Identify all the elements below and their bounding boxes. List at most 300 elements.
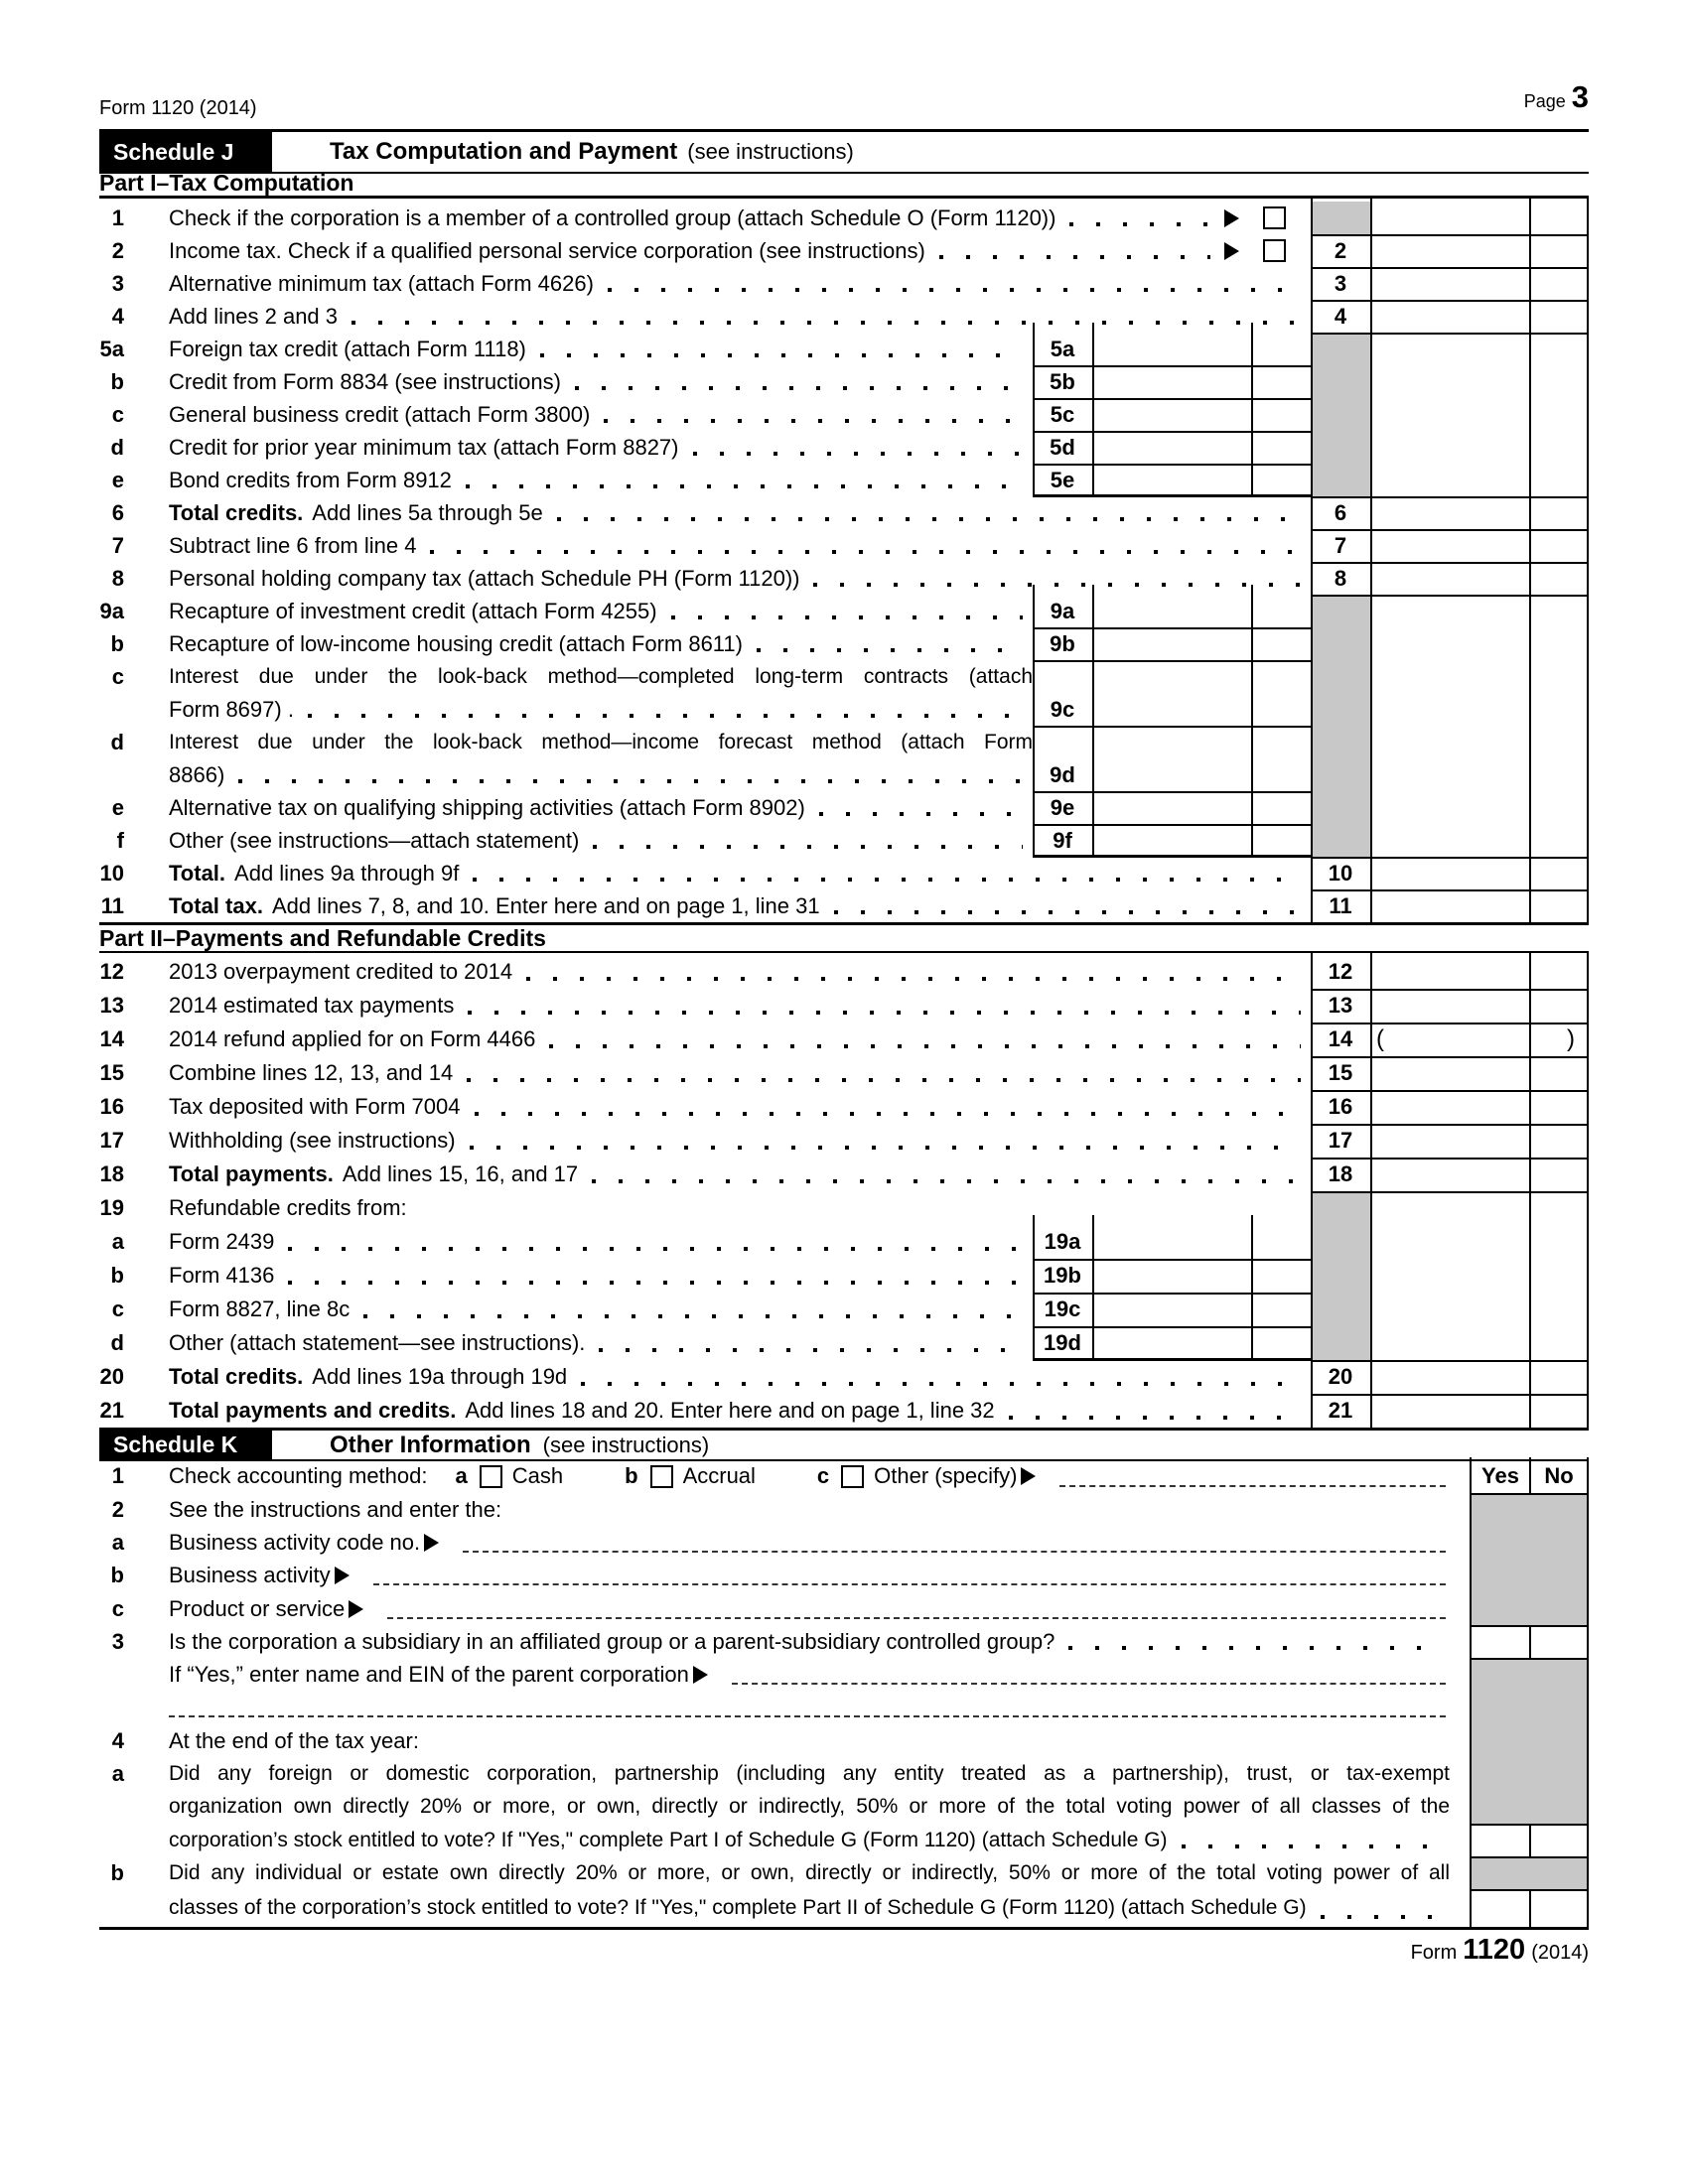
line-19d <box>55 1326 1033 1360</box>
line-21-label: Add lines 18 and 20. Enter here and on page 1, line 32 <box>465 1398 995 1423</box>
line-5e-label: Bond credits from Form 8912 <box>169 467 452 492</box>
parent-corp-name-ein-input-line[interactable] <box>732 1683 1446 1685</box>
k-line-4b-label-1: Did any individual or estate own directly 20% or more, or own, directly or indirectly, 50% or more of the total voting power of all <box>169 1860 1450 1884</box>
rule <box>99 1927 1589 1930</box>
line-9d-label-1: Interest due under the look-back method—income forecast method (attach Form <box>169 730 1033 753</box>
page-header-right <box>1192 79 1589 115</box>
schedule-k-title-text: Other Information <box>330 1431 531 1458</box>
cash-label: Cash <box>511 1463 564 1488</box>
schedule-k-label: Schedule K <box>99 1431 272 1459</box>
line-9c-text2 <box>55 693 1033 726</box>
cash-checkbox[interactable] <box>480 1465 502 1488</box>
line-9c-number: c <box>111 663 124 689</box>
line-13-label: 2014 estimated tax payments <box>169 993 455 1018</box>
line-9f-label: Other (see instructions—attach statement) <box>169 827 580 853</box>
entry-line-14[interactable] <box>1372 1023 1585 1056</box>
line-2 <box>55 234 1311 267</box>
line-18 <box>55 1158 1311 1191</box>
line-1-number: 1 <box>111 205 124 230</box>
line-19c <box>55 1293 1033 1326</box>
line-5a-label: Foreign tax credit (attach Form 1118) <box>169 336 526 361</box>
grid-line <box>1470 1658 1589 1660</box>
schedule-k-bar <box>99 1431 1589 1461</box>
line-19 <box>55 1191 1033 1225</box>
entry-line-9d[interactable] <box>1094 758 1249 791</box>
k-line-4-number: 4 <box>111 1727 124 1753</box>
line-11 <box>55 889 1311 922</box>
dot-leader <box>363 1314 1023 1318</box>
k-line-2-label: See the instructions and enter the: <box>169 1496 502 1522</box>
grid-line <box>1251 1215 1253 1360</box>
line-18-number: 18 <box>99 1161 124 1186</box>
k-line-3-if-yes-label: If “Yes,” enter name and EIN of the parent corporation <box>169 1661 689 1687</box>
k-line-4b-text1 <box>55 1856 1450 1889</box>
line-9d-text1 <box>55 726 1033 758</box>
line-1-label: Check if the corporation is a member of a controlled group (attach Schedule O (Form 1120)) <box>169 205 1056 230</box>
dot-leader <box>470 1146 1301 1150</box>
entry-line-6[interactable] <box>1372 496 1585 529</box>
dot-leader <box>819 812 1023 816</box>
cell-number-5a: 5a <box>1050 337 1075 361</box>
cell-number-4: 4 <box>1334 304 1347 329</box>
line-20-number: 20 <box>99 1364 124 1389</box>
line-11-bold: Total tax. <box>169 892 263 918</box>
dot-leader <box>599 1348 1023 1352</box>
line-8-label: Personal holding company tax (attach Schedule PH (Form 1120)) <box>169 565 800 591</box>
line-19d-label: Other (attach statement—see instructions). <box>169 1330 586 1355</box>
line-14 <box>55 1023 1311 1056</box>
entry-line-7[interactable] <box>1372 529 1585 562</box>
line-1 <box>55 202 1311 234</box>
cell-number-9f: 9f <box>1053 828 1072 853</box>
dot-leader <box>288 1281 1023 1285</box>
k-line-4b-text2 <box>55 1889 1450 1927</box>
cell-number-11: 11 <box>1329 893 1352 918</box>
page-footer <box>1092 1934 1589 1967</box>
line-7 <box>55 529 1311 562</box>
line-9e-number: e <box>111 794 124 820</box>
arrow-right-icon <box>1224 242 1239 260</box>
line-6-bold: Total credits. <box>169 499 304 525</box>
cell-number-14: 14 <box>1328 1026 1353 1051</box>
page-number: 3 <box>1571 79 1589 114</box>
line-16-number: 16 <box>99 1094 124 1119</box>
entry-line-19c[interactable] <box>1094 1293 1249 1326</box>
line-7-number: 7 <box>111 532 124 558</box>
line-17-label: Withholding (see instructions) <box>169 1128 456 1153</box>
accrual-label: Accrual <box>682 1463 756 1488</box>
k-1b-letter: b <box>625 1463 638 1488</box>
cell-number-3: 3 <box>1334 271 1347 296</box>
k-line-2c <box>55 1592 1450 1625</box>
cell-number-19d: 19d <box>1044 1330 1081 1355</box>
line-9b-number: b <box>110 630 124 656</box>
line-9d-label-2: 8866) <box>169 761 225 787</box>
dot-leader <box>813 583 1301 587</box>
line-2-label: Income tax. Check if a qualified personal service corporation (see instructions) <box>169 237 925 263</box>
entry-line-9a[interactable] <box>1094 595 1249 627</box>
schedule-j-label: Schedule J <box>99 132 272 172</box>
dot-leader <box>557 517 1301 521</box>
line-16 <box>55 1090 1311 1124</box>
cell-number-17: 17 <box>1328 1128 1353 1153</box>
k-line-3-yes-cell[interactable] <box>1472 1627 1527 1656</box>
line-19b <box>55 1259 1033 1293</box>
line-21-number: 21 <box>99 1398 124 1423</box>
dot-leader <box>757 648 1023 652</box>
dot-leader <box>468 1011 1301 1015</box>
entry-line-9f[interactable] <box>1094 824 1249 857</box>
k-line-3-continuation <box>55 1691 1450 1723</box>
arrow-right-icon <box>1021 1467 1036 1485</box>
line-19d-number: d <box>110 1330 124 1355</box>
cell-number-19c: 19c <box>1044 1297 1081 1321</box>
footer-form-year: (2014) <box>1531 1942 1589 1964</box>
dot-leader <box>473 878 1301 882</box>
arrow-right-icon <box>424 1534 439 1552</box>
grid-line <box>1587 196 1589 922</box>
cell-number-20: 20 <box>1328 1364 1353 1389</box>
entry-line-5a[interactable] <box>1094 333 1249 365</box>
line-19b-label: Form 4136 <box>169 1263 275 1288</box>
line-12 <box>55 955 1311 989</box>
schedule-k-title-note: (see instructions) <box>542 1432 710 1457</box>
line-3 <box>55 267 1311 300</box>
line-9e-label: Alternative tax on qualifying shipping activities (attach Form 8902) <box>169 794 805 820</box>
entry-line-9b[interactable] <box>1094 627 1249 660</box>
entry-line-18[interactable] <box>1372 1158 1585 1191</box>
other-checkbox[interactable] <box>841 1465 864 1488</box>
entry-line-3[interactable] <box>1372 267 1585 300</box>
arrow-right-icon <box>349 1600 363 1618</box>
line-17 <box>55 1124 1311 1158</box>
line-19a-number: a <box>111 1229 124 1254</box>
line-9c-text1 <box>55 660 1033 693</box>
line-6-label: Add lines 5a through 5e <box>312 499 543 525</box>
dot-leader <box>238 779 1023 783</box>
dot-leader <box>939 255 1210 259</box>
line-3-label: Alternative minimum tax (attach Form 4626) <box>169 270 594 296</box>
grid-line <box>1033 726 1313 728</box>
entry-line-5c[interactable] <box>1094 398 1249 431</box>
line-9f-number: f <box>116 827 124 853</box>
arrow-right-icon <box>693 1666 708 1684</box>
accrual-checkbox[interactable] <box>650 1465 673 1488</box>
k-line-2b-label: Business activity <box>169 1562 331 1587</box>
line-14-open-paren: ( <box>1376 1025 1384 1052</box>
line-16-label: Tax deposited with Form 7004 <box>169 1094 461 1119</box>
line-2-number: 2 <box>111 237 124 263</box>
cell-number-16: 16 <box>1328 1094 1353 1119</box>
line-14-label: 2014 refund applied for on Form 4466 <box>169 1026 536 1051</box>
dot-leader <box>549 1044 1301 1048</box>
parent-corp-name-ein-input-line-2[interactable] <box>169 1715 1446 1717</box>
entry-line-10[interactable] <box>1372 857 1585 889</box>
entry-line-5b[interactable] <box>1094 365 1249 398</box>
dot-leader <box>475 1112 1302 1116</box>
line-14-close-paren: ) <box>1567 1025 1575 1052</box>
footer-form-word: Form <box>1410 1942 1458 1964</box>
line-18-bold: Total payments. <box>169 1161 334 1186</box>
line-9b <box>55 627 1033 660</box>
line-5c <box>55 398 1033 431</box>
line-15-label: Combine lines 12, 13, and 14 <box>169 1060 454 1085</box>
line-10-label: Add lines 9a through 9f <box>234 860 460 886</box>
line-9c-label-1: Interest due under the look-back method—completed long-term contracts (attach <box>169 664 1033 688</box>
line-9f <box>55 824 1033 857</box>
grid-line <box>1251 323 1253 496</box>
dot-leader <box>466 484 1023 488</box>
k-line-3-if-yes <box>55 1658 1450 1691</box>
personal-service-corp-checkbox[interactable] <box>1263 239 1286 262</box>
cell-number-2: 2 <box>1334 238 1347 263</box>
line-15-number: 15 <box>99 1060 124 1085</box>
line-5a-number: 5a <box>99 336 124 361</box>
line-21-bold: Total payments and credits. <box>169 1398 457 1423</box>
grid-line <box>1470 1856 1589 1858</box>
line-13-number: 13 <box>99 993 124 1018</box>
dot-leader <box>693 452 1024 456</box>
line-8-number: 8 <box>111 565 124 591</box>
line-5b-number: b <box>110 368 124 394</box>
k-line-4a-text2 <box>55 1790 1450 1823</box>
line-20 <box>55 1360 1311 1394</box>
k-line-2b <box>55 1559 1450 1591</box>
line-5c-number: c <box>111 401 124 427</box>
k-line-4b-yes-cell[interactable] <box>1472 1891 1527 1925</box>
cell-number-19a: 19a <box>1044 1229 1081 1254</box>
k-line-2a <box>55 1526 1450 1559</box>
entry-line-2[interactable] <box>1372 234 1585 267</box>
k-line-4a-letter: a <box>111 1760 124 1786</box>
cell-number-9e: 9e <box>1050 795 1075 820</box>
k-line-4a-text3 <box>55 1824 1450 1856</box>
grid-line <box>1311 1191 1589 1193</box>
cell-number-5e: 5e <box>1050 468 1075 492</box>
grid-line <box>1311 333 1589 335</box>
line-8 <box>55 562 1311 595</box>
line-10-number: 10 <box>99 860 124 886</box>
k-line-4a-label-1: Did any foreign or domestic corporation, partnership (including any entity treated as a partnership), trust, or tax-exempt <box>169 1761 1450 1785</box>
cell-number-19b: 19b <box>1044 1263 1081 1288</box>
entry-line-9c[interactable] <box>1094 693 1249 726</box>
dot-leader <box>834 910 1301 914</box>
entry-line-11[interactable] <box>1372 889 1585 922</box>
line-12-label: 2013 overpayment credited to 2014 <box>169 959 513 984</box>
dot-leader <box>288 1247 1023 1251</box>
cell-number-5d: 5d <box>1050 435 1075 460</box>
grid-line <box>1470 1493 1589 1495</box>
schedule-j-title-note: (see instructions) <box>687 139 854 164</box>
dot-leader <box>467 1078 1301 1082</box>
line-13 <box>55 989 1311 1023</box>
dot-leader <box>1009 1416 1301 1420</box>
line-19a <box>55 1225 1033 1259</box>
k-line-4a-yes-cell[interactable] <box>1472 1826 1527 1854</box>
dot-leader <box>526 977 1301 981</box>
entry-line-21[interactable] <box>1372 1394 1585 1428</box>
cell-number-6: 6 <box>1334 500 1347 525</box>
line-12-number: 12 <box>99 959 124 984</box>
shaded-cell <box>1313 595 1370 857</box>
line-5d-number: d <box>110 434 124 460</box>
entry-line-19a[interactable] <box>1094 1225 1249 1259</box>
entry-line-12[interactable] <box>1372 955 1585 989</box>
cell-number-13: 13 <box>1328 993 1353 1018</box>
dot-leader <box>308 714 1023 718</box>
entry-line-16[interactable] <box>1372 1090 1585 1124</box>
line-5e <box>55 464 1033 496</box>
line-4 <box>55 300 1311 333</box>
entry-line-19b[interactable] <box>1094 1259 1249 1293</box>
shaded-cell <box>1313 1191 1370 1360</box>
entry-line-19d[interactable] <box>1094 1326 1249 1360</box>
k-line-1-number: 1 <box>111 1463 124 1488</box>
line-9a <box>55 595 1033 627</box>
line-5a <box>55 333 1033 365</box>
entry-line-1[interactable] <box>1372 202 1585 234</box>
dot-leader <box>1069 222 1210 226</box>
shaded-cell <box>1472 1660 1587 1824</box>
entry-line-15[interactable] <box>1372 1056 1585 1090</box>
schedule-j-title-text: Tax Computation and Payment <box>330 138 678 165</box>
shaded-cell <box>1313 202 1370 234</box>
k-line-4b-label-2: classes of the corporation’s stock entitled to vote? If "Yes," complete Part II of Schedule G (Form 1120) (attach Schedule G) <box>169 1896 1307 1919</box>
part-2-heading: Part II–Payments and Refundable Credits <box>99 925 1589 953</box>
k-line-4b-no-cell[interactable] <box>1531 1891 1585 1925</box>
line-21 <box>55 1394 1311 1428</box>
k-line-4a-label-3: corporation’s stock entitled to vote? If "Yes," complete Part I of Schedule G (Form 1120) (attach Schedule G) <box>169 1828 1168 1851</box>
k-line-2a-label: Business activity code no. <box>169 1529 421 1555</box>
line-17-number: 17 <box>99 1128 124 1153</box>
k-line-2-number: 2 <box>111 1496 124 1522</box>
k-line-2c-label: Product or service <box>169 1595 346 1621</box>
line-9d-number: d <box>110 729 124 754</box>
line-19c-label: Form 8827, line 8c <box>169 1297 351 1321</box>
arrow-right-icon <box>1224 209 1239 227</box>
dot-leader <box>430 550 1301 554</box>
k-line-1-label: Check accounting method: <box>169 1463 428 1488</box>
line-10-bold: Total. <box>169 860 226 886</box>
line-5d <box>55 431 1033 464</box>
line-19-label: Refundable credits from: <box>169 1195 407 1220</box>
k-line-3 <box>55 1625 1450 1658</box>
shaded-cell <box>1472 1858 1587 1889</box>
k-line-2a-letter: a <box>111 1529 124 1555</box>
dot-leader <box>671 615 1023 619</box>
rule <box>99 196 1589 199</box>
line-9a-number: 9a <box>99 598 124 623</box>
entry-line-4[interactable] <box>1372 300 1585 333</box>
k-line-3-number: 3 <box>111 1628 124 1654</box>
entry-line-8[interactable] <box>1372 562 1585 595</box>
product-service-input-line[interactable] <box>387 1617 1446 1619</box>
cell-number-9c: 9c <box>1050 697 1075 722</box>
cell-number-7: 7 <box>1334 533 1347 558</box>
dot-leader <box>608 288 1301 292</box>
cell-number-15: 15 <box>1328 1060 1353 1085</box>
entry-line-5d[interactable] <box>1094 431 1249 464</box>
page-header-form-id: Form 1120 (2014) <box>99 97 257 119</box>
shaded-cell <box>1313 333 1370 496</box>
cell-number-18: 18 <box>1328 1161 1353 1186</box>
k-line-4 <box>55 1724 1450 1757</box>
cell-number-12: 12 <box>1328 959 1353 984</box>
entry-line-13[interactable] <box>1372 989 1585 1023</box>
footer-form-number: 1120 <box>1463 1934 1526 1966</box>
dot-leader <box>581 1382 1301 1386</box>
arrow-right-icon <box>335 1567 350 1584</box>
k-line-4a-no-cell[interactable] <box>1531 1826 1585 1854</box>
grid-line <box>1311 595 1589 597</box>
schedule-j-bar <box>99 129 1589 174</box>
cell-number-9b: 9b <box>1050 631 1075 656</box>
schedule-k-title <box>330 1431 709 1459</box>
line-5e-number: e <box>111 467 124 492</box>
k-line-3-no-cell[interactable] <box>1531 1627 1585 1656</box>
cell-number-5b: 5b <box>1050 369 1075 394</box>
line-11-number: 11 <box>100 892 124 918</box>
business-activity-input-line[interactable] <box>373 1583 1446 1585</box>
other-specify-input-line[interactable] <box>1059 1485 1446 1487</box>
dot-leader <box>1182 1844 1440 1848</box>
other-label: Other (specify) <box>874 1463 1018 1488</box>
part-1-heading: Part I–Tax Computation <box>99 170 1589 199</box>
cell-number-8: 8 <box>1334 566 1347 591</box>
line-20-bold: Total credits. <box>169 1364 304 1389</box>
line-18-label: Add lines 15, 16, and 17 <box>342 1161 579 1186</box>
line-6 <box>55 496 1311 529</box>
line-15 <box>55 1056 1311 1090</box>
page-label: Page <box>1523 91 1566 111</box>
k-line-4a-text1 <box>55 1757 1450 1790</box>
dot-leader <box>575 386 1023 390</box>
line-19c-number: c <box>111 1297 124 1321</box>
cell-number-5c: 5c <box>1050 402 1075 427</box>
line-11-label: Add lines 7, 8, and 10. Enter here and on page 1, line 31 <box>271 892 820 918</box>
business-activity-code-input-line[interactable] <box>463 1551 1446 1553</box>
k-line-4a-label-2: organization own directly 20% or more, or own, directly or indirectly, 50% or more of the total voting power of all classes of the <box>169 1794 1450 1818</box>
line-9a-label: Recapture of investment credit (attach Form 4255) <box>169 598 657 623</box>
line-19a-label: Form 2439 <box>169 1229 275 1254</box>
k-1a-letter: a <box>455 1463 468 1488</box>
k-line-4-label: At the end of the tax year: <box>169 1727 419 1753</box>
dot-leader <box>352 321 1301 325</box>
entry-line-9e[interactable] <box>1094 791 1249 824</box>
line-4-label: Add lines 2 and 3 <box>169 303 339 329</box>
k-1c-letter: c <box>816 1463 830 1488</box>
k-line-2 <box>55 1493 1450 1526</box>
entry-line-20[interactable] <box>1372 1360 1585 1394</box>
line-5d-label: Credit for prior year minimum tax (attach Form 8827) <box>169 434 679 460</box>
line-14-number: 14 <box>99 1026 124 1051</box>
schedule-j-title <box>330 132 854 172</box>
line-20-label: Add lines 19a through 19d <box>312 1364 568 1389</box>
line-6-number: 6 <box>111 499 124 525</box>
cell-number-21: 21 <box>1328 1398 1353 1423</box>
k-line-1 <box>55 1459 1450 1493</box>
entry-line-17[interactable] <box>1372 1124 1585 1158</box>
grid-line <box>1251 585 1253 857</box>
k-line-2b-letter: b <box>110 1562 124 1587</box>
cell-number-9a: 9a <box>1050 599 1075 623</box>
line-9b-label: Recapture of low-income housing credit (attach Form 8611) <box>169 630 743 656</box>
line-9c-label-2: Form 8697) . <box>169 696 294 722</box>
cell-number-9d: 9d <box>1050 762 1075 787</box>
entry-line-5e[interactable] <box>1094 464 1249 496</box>
no-column-header: No <box>1544 1463 1574 1488</box>
controlled-group-checkbox[interactable] <box>1263 206 1286 229</box>
